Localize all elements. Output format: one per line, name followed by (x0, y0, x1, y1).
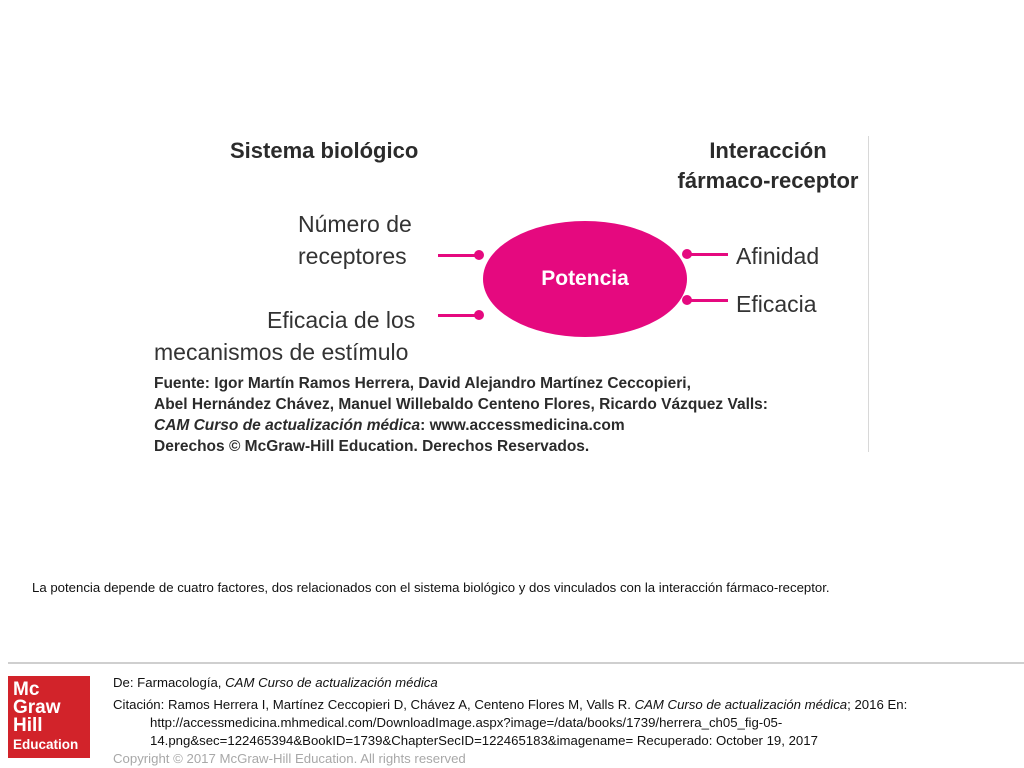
logo-line3: Hill (13, 715, 43, 736)
footer-citation (113, 696, 1013, 714)
connector-dot-eficacia-right (682, 295, 692, 305)
footer-divider (8, 662, 1024, 664)
potencia-node (483, 221, 687, 337)
source-line2: Abel Hernández Chávez, Manuel Willebaldo Centeno Flores, Ricardo Vázquez Valls: (154, 396, 768, 413)
header-interaccion-line2: fármaco-receptor (677, 168, 859, 193)
footer-citation-block (113, 674, 1013, 768)
logo-line2: Graw (13, 697, 61, 718)
factor-eficacia-line2: mecanismos de estímulo (154, 339, 409, 365)
factor-eficacia-mecanismos (154, 304, 444, 368)
factor-numero-line2: receptores (298, 243, 407, 269)
footer-de (113, 674, 1013, 692)
footer-de-prefix: De: Farmacología, (113, 675, 226, 690)
connector-eficacia-left (438, 314, 478, 317)
potencia-label: Potencia (541, 267, 629, 290)
source-line1: Fuente: Igor Martín Ramos Herrera, David Alejandro Martínez Ceccopieri, (154, 375, 691, 392)
footer-citation-title: CAM Curso de actualización médica (634, 697, 848, 712)
connector-eficacia-right (688, 299, 728, 302)
figure-caption: La potencia depende de cuatro factores, dos relacionados con el sistema biológico y dos vinculados con la interacción fármaco-receptor. (32, 580, 830, 595)
mcgraw-hill-logo (8, 676, 90, 758)
header-interaccion-line1: Interacción (709, 138, 827, 163)
factor-numero-line1: Número de (298, 211, 412, 237)
figure-border (868, 136, 869, 452)
footer-copyright: Copyright © 2017 McGraw-Hill Education. All rights reserved (113, 751, 466, 766)
connector-afinidad (688, 253, 728, 256)
footer-url-line1[interactable]: http://accessmedicina.mhmedical.com/DownloadImage.aspx?image=/data/books/1739/herrera_ch05_fig-05- (150, 715, 783, 730)
header-sistema-biologico: Sistema biológico (230, 138, 419, 163)
footer-de-title: CAM Curso de actualización médica (225, 675, 438, 690)
source-line4: Derechos © McGraw-Hill Education. Derechos Reservados. (154, 438, 590, 455)
factor-afinidad: Afinidad (736, 243, 820, 269)
factor-eficacia: Eficacia (736, 291, 817, 317)
source-book-title: CAM Curso de actualización médica (154, 417, 421, 434)
figure-source (154, 373, 864, 457)
header-interaccion (668, 136, 868, 196)
logo-line1: Mc (13, 679, 40, 700)
logo-line4: Education (13, 737, 79, 752)
connector-dot-numero (474, 250, 484, 260)
connector-numero (438, 254, 478, 257)
connector-dot-eficacia-left (474, 310, 484, 320)
footer-citation-prefix: Citación: Ramos Herrera I, Martínez Ceccopieri D, Chávez A, Centeno Flores M, Valls R. (113, 697, 635, 712)
footer-citation-suffix: ; 2016 En: (847, 697, 908, 712)
footer-url-line2[interactable]: 14.png&sec=122465394&BookID=1739&ChapterSecID=122465183&imagename= Recuperado: October 19, 2017 (150, 733, 818, 748)
connector-dot-afinidad (682, 249, 692, 259)
source-line3 (154, 415, 864, 436)
factor-numero-receptores (298, 208, 438, 272)
source-website: : www.accessmedicina.com (420, 417, 625, 434)
factor-eficacia-line1: Eficacia de los (267, 307, 416, 333)
